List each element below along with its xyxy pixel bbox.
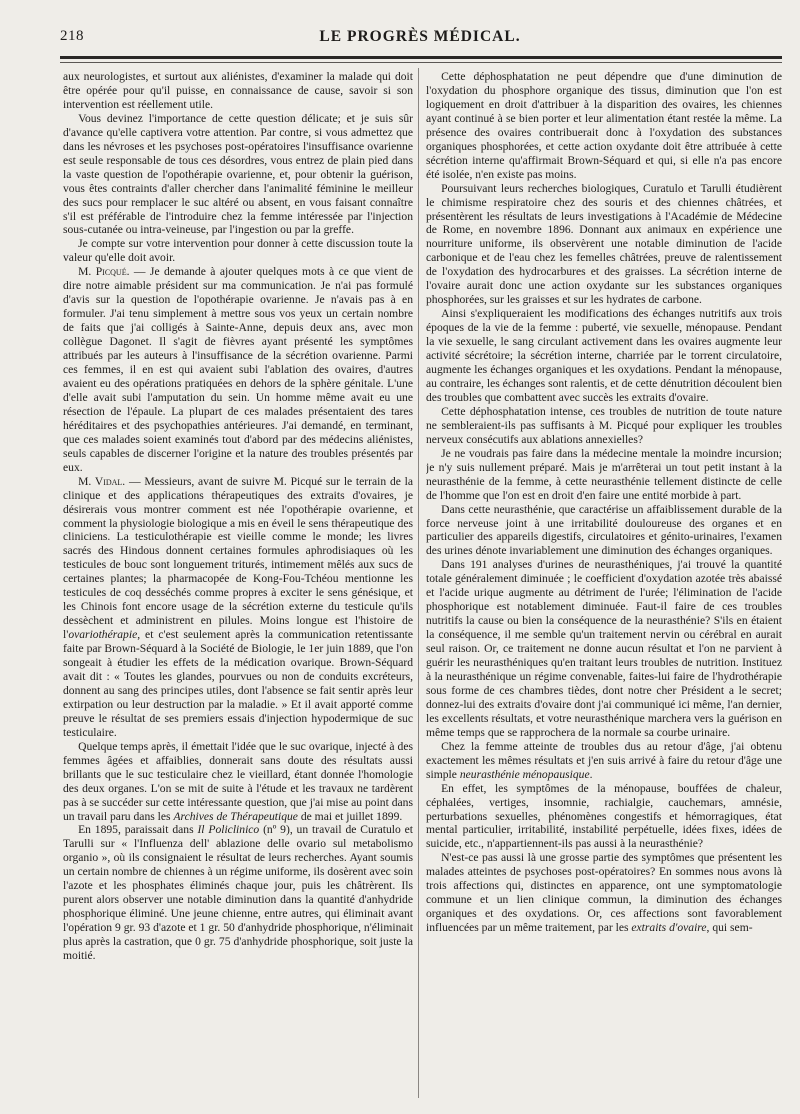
- paragraph-text: — Je demande à ajouter quelques mots à ce que vient de dire notre aimable président sur ma communication. Je n'ai pas formulé d'avis sur la question de l'opothérapie ovarienne. Je n'avais pas à en formuler. J'ai tenu simplement à mettre sous vos yeux un certain nombre de faits que j'ai colligés à Sainte-Anne, depuis deux ans, avec mon collègue Dagonet. Il s'agit de fièvres ayant présenté les symptômes attribués par les auteurs à l'insuffisance de la sécrétion ovarienne. Parmi ces femmes, il en est qui avaient subi l'ablation des ovaires, d'autres avaient eu des opérations pratiquées en dehors de la sphère génitale. L'une d'elle avait subi l'amputation du sein. Un homme même avait eu une résection de l'épaule. La plupart de ces malades présentaient des tares héréditaires et des psychopathies antérieures. J'ai demandé, en terminant, que ces malades soient examinés tout d'abord par des médecins aliénistes, seuls capables de discerner l'origine et la nature des troubles présentés par eux.: [63, 265, 413, 474]
- paragraph: Poursuivant leurs recherches biologiques, Curatulo et Tarulli étudièrent le chimisme respiratoire chez des souris et des chiennes châtrées, et présentèrent les résultats de leurs investigations à l'Académie de Médecine de Rome, en novembre 1896. Donnant aux animaux en expérience une nourriture uniforme, ils observèrent une notable diminution de l'acide carbonique et de l'eau chez les femelles châtrées, preuve de ralentissement de l'oxydation des hydrocarbures et des graisses. La sécrétion interne de l'ovaire aurait donc une action oxydante sur les substances organiques phosphorées, sur les graisses et sur les hydrates de carbone.: [426, 181, 782, 307]
- paragraph-text: .: [589, 767, 593, 781]
- italic-term: ovariothérapie: [68, 628, 138, 642]
- paragraph: En effet, les symptômes de la ménopause, bouffées de chaleur, céphalées, vertiges, insomnie, rachialgie, cauchemars, amnésie, perturbations sexuelles, phénomènes congestifs et hémorragiques, état mental particulier, irritabilité, instabilité perpétuelle, idées fixes, idées de suicide, etc., n'appartiennent-ils pas aussi à la neurasthénie?: [426, 781, 782, 851]
- italic-term: neurasthénie ménopausique: [459, 767, 590, 781]
- paragraph: [63, 475, 413, 740]
- paragraph: Dans 191 analyses d'urines de neurasthéniques, j'ai trouvé la quantité totale généralement diminuée ; le coefficient d'oxydation azotée très abaissé et l'acide urique augmente au détriment de l'urée; l'élimination de l'acide phosphorique est notablement diminuée. Faut-il faire de ces troubles nutritifs la cause ou bien la conséquence de la neurasthénie? S'ils en étaient la conséquence, il me semble qu'un traitement nervin ou cérébral en aurait seul raison. Or, ce traitement ne donne aucun résultat et l'on ne parvient à guérir les neurasthéniques qu'en traitant leurs troubles de nutrition. Instituez à la neurasthénique un régime convenable, faites-lui faire de l'hydrothérapie sous forme de ces chambres tièdes, dont notre cher Président a le secret; donnez-lui des extraits d'ovaire dont j'ai communiqué ici même, l'an dernier, les excellents résultats, et votre neurasthénique marchera vers la guérison en même temps que se rapprochera de la normale sa courbe urinaire.: [426, 558, 782, 739]
- paragraph-text: Chez la femme atteinte de troubles dus au retour d'âge, j'ai obtenu exactement les mêmes résultats et j'en suis arrivé à faire du retour d'âge une simple: [426, 739, 782, 781]
- page-number: 218: [60, 28, 84, 44]
- paragraph: Dans cette neurasthénie, que caractérise un affaiblissement durable de la force nerveuse joint à une irritabilité douloureuse des organes et en particulier des appareils digestifs, circulatoires et génito-urinaires, l'examen des urines dénote invariablement une diminution des échanges organiques.: [426, 502, 782, 558]
- paragraph: Cette déphosphatation intense, ces troubles de nutrition de toute nature ne sembleraient-ils pas suffisants à M. Picqué pour expliquer les troubles nerveux consécutifs aux ablations annexielles?: [426, 404, 782, 446]
- paragraph: [63, 265, 413, 474]
- paragraph: Cette déphosphatation ne peut dépendre que d'une diminution de l'oxydation du phosphore organique des tissus, diminution que l'on est logiquement en droit d'attribuer à la disparition des ovaires, les chiennes ayant continué à se bien porter et leur alimentation étant restée la même. La présence des ovaires contribuerait donc à l'oxydation des substances organiques phosphorées, et cette action oxydante doit être attribuée à cette sécrétion interne qu'affirmait Brown-Séquard et qui, si elle n'a pas encore été isolée, n'en existe pas moins.: [426, 70, 782, 181]
- paragraph-text: Quelque temps après, il émettait l'idée que le suc ovarique, injecté à des femmes âgées et affaiblies, donnerait sans doute des résultats aussi brillants que le suc testiculaire chez le vieillard, étant donnée l'homologie des deux organes. L'on se mit de suite à l'étude et les travaux ne tardèrent pas à se succéder sur cette intéressante question, que j'ai mise au point dans un travail paru dans les: [63, 739, 413, 823]
- header-rule-thick: [60, 56, 782, 59]
- paragraph-text: N'est-ce pas aussi là une grosse partie des symptômes que présentent les malades atteintes de psychoses post-opératoires? En sommes nous avons là trois affections qui, distinctes en apparence, ont une symptomatologie commune et un lien clinique commun, la diminution des échanges organiques et des oxydations. Or, ces affections sont favorablement influencées par un même traitement, par les: [426, 851, 782, 935]
- page-header: [60, 28, 780, 50]
- paragraph: aux neurologistes, et surtout aux aliénistes, d'examiner la malade qui doit être opérée pour qu'il puisse, en connaissance de cause, savoir si son intervention est réellement utile.: [63, 70, 413, 111]
- paragraph-text: (nº 9), un travail de Curatulo et Tarulli sur « l'Influenza dell' ablazione delle ovario sul metabolismo organio », où ils consignaient le résultat de leurs recherches. Ayant soumis un certain nombre de chiennes à un régime uniforme, ils dosèrent avec soin l'azote et les phosphates éliminés chaque jour, puis les châtrèrent. Ils purent alors observer une notable diminution dans la quantité d'anhydride phosphorique éliminé. Une jeune chienne, entre autres, qui éliminait avant l'opération 9 gr. 93 d'azote et 1 gr. 50 d'anhydride phosphorique, n'éliminait plus après la castration, que 0 gr. 75 d'anhydride phosphorique, soit juste la moitié.: [63, 823, 413, 963]
- column-divider: [418, 68, 419, 1098]
- paragraph: [426, 851, 782, 935]
- italic-title: Il Policlinico: [197, 823, 260, 837]
- italic-term: extraits d'ovaire: [631, 921, 707, 935]
- paragraph: Je compte sur votre intervention pour donner à cette discussion toute la valeur qu'elle doit avoir.: [63, 237, 413, 265]
- left-column: [63, 70, 413, 1100]
- paragraph-text: , et c'est seulement après la communication retentissante faite par Brown-Séquard à la Société de Biologie, le 1er juin 1889, que l'on songeait à étudier les effets de la médication ovarique. Brown-Séquard avait dit : « Toutes les glandes, pourvues ou non de conduits excréteurs, donnent au sang des principes utiles, dont l'absence se fait sentir après leur extirpation ou leur destruction par la maladie. » Et il avait apporté comme preuve le résultat de ses premiers essais d'injection hypodermique de suc testiculaire.: [63, 628, 413, 739]
- italic-title: Archives de Thérapeutique: [173, 809, 298, 823]
- paragraph: Ainsi s'expliqueraient les modifications des échanges nutritifs aux trois époques de la vie de la femme : puberté, vie sexuelle, ménopause. Pendant la vie sexuelle, le sang circulant activement dans les ovaires augmente leur activité sécrétoire; la sécrétion interne, charriée par le torrent circulatoire, augmente les échanges organiques et les oxydations. Pendant la ménopause, au contraire, les échanges sont ralentis, et de cette dénutrition découlent bien des troubles que combattent avec succès les extraits d'ovaire.: [426, 307, 782, 404]
- paragraph-text: En 1895, paraissait dans: [78, 823, 198, 837]
- paragraph: [63, 740, 413, 824]
- paragraph: Je ne voudrais pas faire dans la médecine mentale la moindre incursion; je n'y suis nullement préparé. Mais je m'arrêterai un tout petit instant à la neurasthénie de la femme, à cette neurasthénie tellement distincte de celle de l'homme que l'on est en droit d'en faire une entité morbide à part.: [426, 446, 782, 502]
- paragraph: [426, 740, 782, 782]
- speaker-name: M. Vidal.: [78, 474, 126, 488]
- speaker-name: M. Picqué.: [78, 265, 130, 279]
- paragraph-text: de mai et juillet 1899.: [297, 809, 403, 823]
- right-column: [426, 70, 782, 1100]
- paragraph: [63, 823, 413, 963]
- header-rule-thin: [60, 62, 782, 63]
- paragraph-text: — Messieurs, avant de suivre M. Picqué sur le terrain de la clinique et des applications thérapeutiques des extraits d'ovaires, je désirerais vous montrer comment est née l'opothérapie ovarienne, et comment la physiologie biologique a mis en éveil le sens thérapeutique des cliniciens. La testiculothérapie est vieille comme le monde; les livres sacrés des Hindous donnent certaines formules aphrodisiaques où les testicules de bouc sont longuement triturés, intimement mêlés aux sucs de certaines plantes; la pharmacopée de Kong-Fou-Tchéou mentionne les testicules de coq desséchés comme propres à exciter le sens génésique, et les Chinois font encore usage de la sécrétion externe du testicule qu'ils dessèchent et administrent en pilules. Moins longue est l'histoire de l': [63, 474, 413, 642]
- paragraph-text: , qui sem-: [706, 921, 753, 935]
- paragraph: Vous devinez l'importance de cette question délicate; et je suis sûr d'avance qu'elle captivera votre attention. Par contre, si vous admettez que dans les névroses et les psychoses post-opératoires l'insuffisance ovarienne est seule responsable de tous ces désordres, vous entrez de plain pied dans la vaste question de l'opothérapie ovarienne, et, pour obtenir la guérison, vous êtes contraints d'aller chercher dans l'animalité féminine le meilleur des sucs pour remplacer le suc altéré ou absent, en vous faisant connaître s'il est préférable de l'introduire chez la femme intéressée par l'injection sous-cutanée ou intra-veineuse, par l'ingestion ou par la greffe.: [63, 111, 413, 237]
- journal-title: LE PROGRÈS MÉDICAL.: [319, 28, 521, 45]
